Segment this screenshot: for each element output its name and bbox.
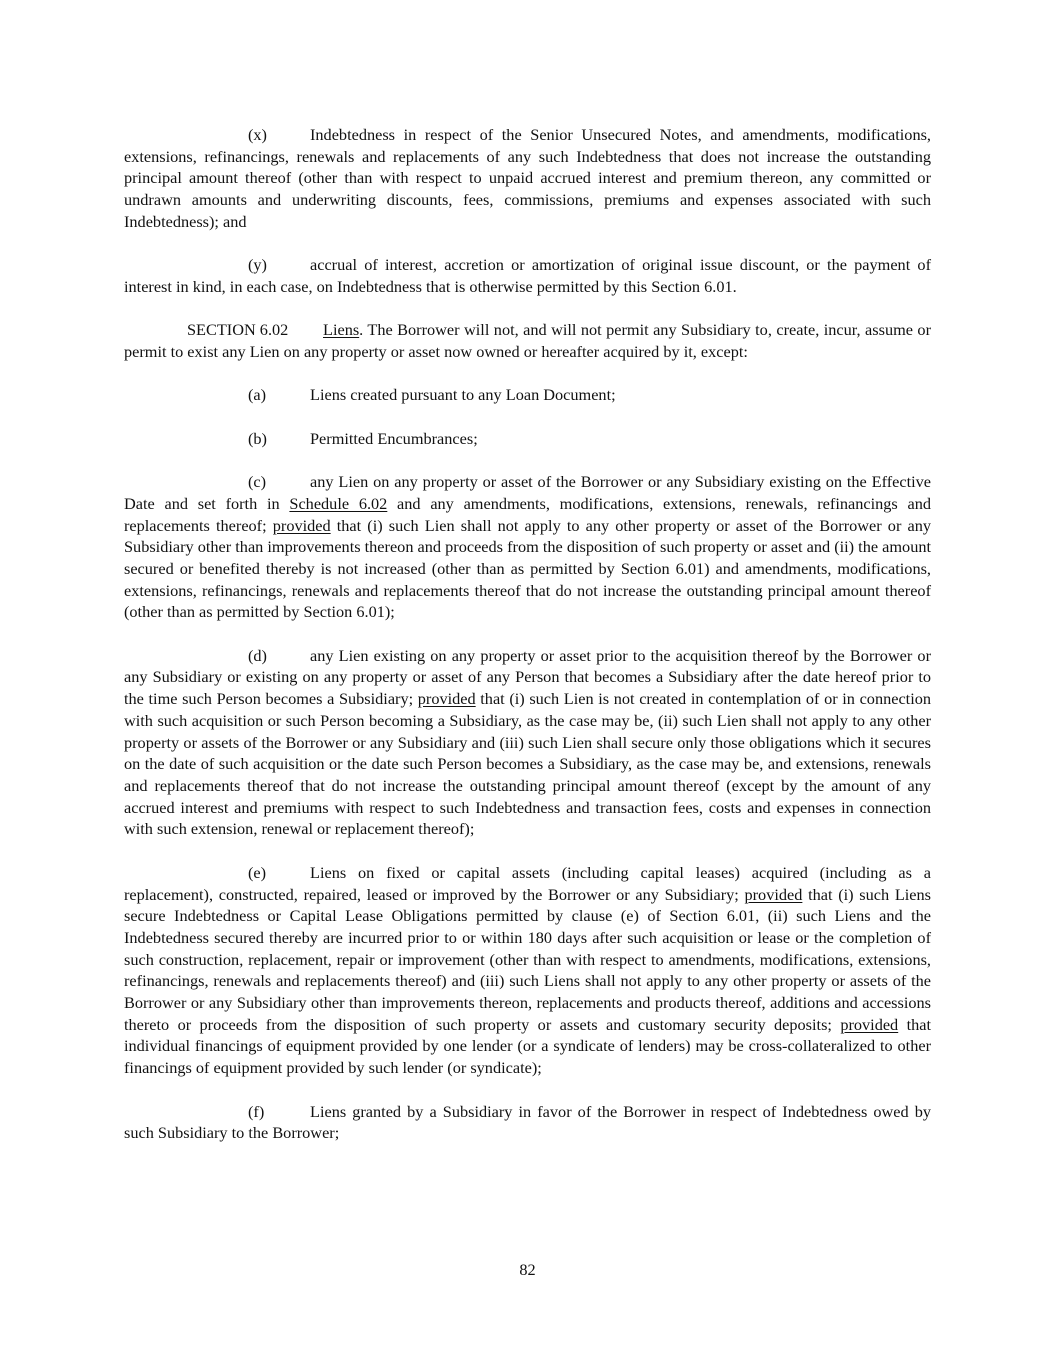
clause-text: and any amendments, modifications, extensions, renewals, refinancings and replacements thereof; <box>124 493 931 535</box>
document-body <box>124 124 931 1166</box>
clause-text: Liens on fixed or capital assets (including capital leases) acquired (including as a replacement), constructed, repaired, leased or improved by the Borrower or any Subsidiary; <box>124 862 931 904</box>
clause-text: Indebtedness in respect of the Senior Unsecured Notes, and amendments, modifications, extensions, refinancings, renewals and replacements of any such Indebtedness that does not increase the outstanding principal amount thereof (other than with respect to unpaid accrued interest and premium thereon, any committed or undrawn amounts and underwriting discounts, fees, commissions, premiums and expenses associated with such Indebtedness); and <box>124 125 931 231</box>
clause-label: (y) <box>248 255 267 275</box>
clause-label: (a) <box>248 385 267 405</box>
clause-text: Permitted Encumbrances; <box>310 428 478 448</box>
section-number: SECTION 6.02 <box>187 320 289 340</box>
clause-paragraph <box>124 862 931 1079</box>
underlined-term: Liens <box>323 320 360 340</box>
clause-text: Liens granted by a Subsidiary in favor of the Borrower in respect of Indebtedness owed by such Subsidiary to the Borrower; <box>124 1101 931 1143</box>
clause-text: that (i) such Liens secure Indebtedness or Capital Lease Obligations permitted by clause (e) of Section 6.01, (ii) such Liens and the Indebtedness secured thereby are incurred prior to or within 180 days after such acquisition or lease or the completion of such construction, replacement, repair or improvement (other than with respect to amendments, modifications, extensions, refinancings, renewals and replacements thereof) and (iii) such Liens shall not apply to any other property or assets of the Borrower or any Subsidiary other than improvements thereon, replacements and products thereof, additions and accessions thereto or proceeds from the disposition of such property or assets and customary security deposits; <box>124 884 932 1034</box>
clause-label: (x) <box>248 125 267 144</box>
clause-paragraph <box>124 254 931 297</box>
section-heading-paragraph <box>124 319 931 362</box>
underlined-term: provided <box>417 689 476 709</box>
clause-paragraph <box>124 645 931 840</box>
clause-label: (b) <box>248 428 267 448</box>
underlined-term: provided <box>840 1014 899 1034</box>
page-number: 82 <box>519 1260 536 1279</box>
clause-label: (f) <box>248 1101 265 1121</box>
clause-text: that individual financings of equipment provided by one lender (or a syndicate of lenders) may be cross-collateralized to other financings of equipment provided by such lender (or syndicate); <box>124 1014 932 1078</box>
underlined-term: provided <box>744 884 803 904</box>
clause-paragraph <box>124 471 931 623</box>
clause-text: any Lien existing on any property or asset prior to the acquisition thereof by the Borrower or any Subsidiary or existing on any property or asset of any Person that becomes a Subsidiary after the date hereof prior to the time such Person becomes a Subsidiary; <box>124 645 931 709</box>
clause-label: (c) <box>248 472 267 492</box>
clause-label: (d) <box>248 645 267 665</box>
underlined-term: provided <box>272 515 331 535</box>
clause-text: that (i) such Lien shall not apply to any other property or asset of the Borrower or any Subsidiary other than improvements thereon and proceeds from the disposition of such property or asset and (ii) the amount secured or benefited thereby is not increased (other than as permitted by Section 6.01) and amendments, modifications, extensions, refinancings, renewals and replacements thereof that do not increase the outstanding principal amount thereof (other than as permitted by Section 6.01); <box>124 515 931 622</box>
clause-label: (e) <box>248 862 267 882</box>
clause-paragraph <box>124 124 931 233</box>
underlined-term: Schedule 6.02 <box>289 493 388 513</box>
clause-text: accrual of interest, accretion or amortization of original issue discount, or the payment of interest in kind, in each case, on Indebtedness that is otherwise permitted by this Section 6.01. <box>124 255 931 296</box>
clause-text: Liens created pursuant to any Loan Document; <box>310 385 616 405</box>
clause-paragraph <box>124 428 931 450</box>
clause-text: that (i) such Lien is not created in contemplation of or in connection with such acquisition or such Person becoming a Subsidiary, as the case may be, (ii) such Lien shall not apply to any other property or assets of the Borrower or any Subsidiary and (iii) such Lien shall secure only those obligations which it secures on the date of such acquisition or the date such Person becomes a Subsidiary, as the case may be, and extensions, renewals and replacements thereof that do not increase the outstanding principal amount thereof (except by the amount of any accrued interest and premiums with respect to such Indebtedness and transaction fees, costs and expenses in connection with such extension, renewal or replacement thereof); <box>124 689 932 839</box>
clause-paragraph <box>124 1101 931 1144</box>
clause-text: any Lien on any property or asset of the Borrower or any Subsidiary existing on the Effective Date and set forth in <box>124 472 931 513</box>
clause-paragraph <box>124 384 931 406</box>
clause-text: . The Borrower will not, and will not permit any Subsidiary to, create, incur, assume or permit to exist any Lien on any property or asset now owned or hereafter acquired by it, except: <box>124 320 931 361</box>
